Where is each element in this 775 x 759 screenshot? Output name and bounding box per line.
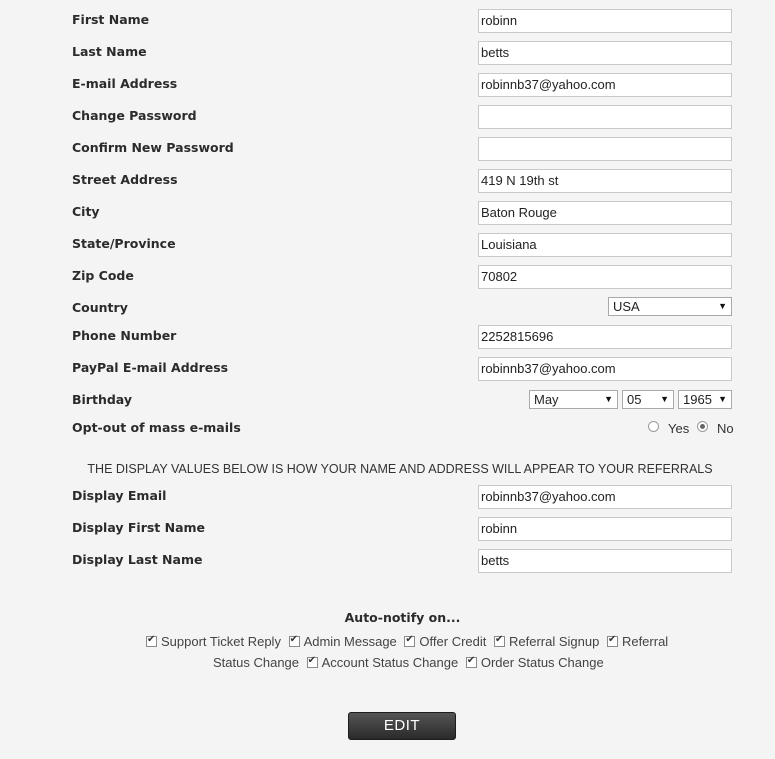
display-email-label: Display Email	[72, 488, 167, 503]
display-values-notice: THE DISPLAY VALUES BELOW IS HOW YOUR NAME AND ADDRESS WILL APPEAR TO YOUR REFERRALS	[87, 462, 713, 476]
auto-notify-title: Auto-notify on...	[344, 610, 461, 625]
optout-yes-label: Yes	[668, 421, 690, 436]
change-password-input[interactable]	[478, 105, 732, 129]
city-label: City	[72, 204, 100, 219]
display-first-name-label: Display First Name	[72, 520, 206, 535]
display-first-name-input[interactable]: robinn	[478, 517, 732, 541]
checkbox-offer-credit[interactable]	[404, 636, 415, 647]
referral-signup-label: Referral Signup	[509, 634, 600, 649]
state-label: State/Province	[72, 236, 176, 251]
auto-notify-line-2	[213, 655, 604, 670]
state-input[interactable]: Louisiana	[478, 233, 732, 257]
display-last-name-label: Display Last Name	[72, 552, 203, 567]
country-label: Country	[72, 300, 128, 315]
last-name-input[interactable]: betts	[478, 41, 732, 65]
admin-message-label: Admin Message	[303, 634, 397, 649]
checkbox-account-status-change[interactable]	[307, 657, 318, 668]
edit-button[interactable]: EDIT	[348, 712, 456, 740]
birthday-year-value: 1965	[683, 392, 712, 407]
birthday-day-value: 05	[627, 392, 642, 407]
order-status-change-label: Order Status Change	[480, 655, 604, 670]
offer-credit-label: Offer Credit	[419, 634, 487, 649]
support-ticket-reply-label: Support Ticket Reply	[161, 634, 281, 649]
checkbox-admin-message[interactable]	[289, 636, 300, 647]
birthday-month-select[interactable]	[529, 390, 618, 409]
country-select-value: USA	[613, 299, 640, 314]
birthday-year-select[interactable]	[678, 390, 732, 409]
zip-input[interactable]: 70802	[478, 265, 732, 289]
change-password-label: Change Password	[72, 108, 197, 123]
phone-label: Phone Number	[72, 328, 177, 343]
chevron-down-icon: ▼	[604, 394, 613, 404]
optout-no-label: No	[717, 421, 734, 436]
checkbox-referral-signup[interactable]	[494, 636, 505, 647]
street-address-label: Street Address	[72, 172, 178, 187]
first-name-input[interactable]: robinn	[478, 9, 732, 33]
email-label: E-mail Address	[72, 76, 178, 91]
checkbox-support-ticket-reply[interactable]	[146, 636, 157, 647]
country-select[interactable]	[608, 297, 732, 316]
auto-notify-line-1	[146, 634, 668, 649]
birthday-month-value: May	[534, 392, 559, 407]
optout-yes-radio[interactable]	[648, 421, 659, 432]
optout-label: Opt-out of mass e-mails	[72, 420, 241, 435]
checkbox-order-status-change[interactable]	[466, 657, 477, 668]
paypal-label: PayPal E-mail Address	[72, 360, 229, 375]
birthday-day-select[interactable]	[622, 390, 674, 409]
account-status-change-label: Account Status Change	[321, 655, 459, 670]
display-email-input[interactable]: robinnb37@yahoo.com	[478, 485, 732, 509]
display-last-name-input[interactable]: betts	[478, 549, 732, 573]
last-name-label: Last Name	[72, 44, 147, 59]
city-input[interactable]: Baton Rouge	[478, 201, 732, 225]
zip-label: Zip Code	[72, 268, 134, 283]
phone-input[interactable]: 2252815696	[478, 325, 732, 349]
referral-status-change-label-cont: Status Change	[213, 655, 300, 670]
chevron-down-icon: ▼	[660, 394, 669, 404]
confirm-password-input[interactable]	[478, 137, 732, 161]
confirm-password-label: Confirm New Password	[72, 140, 234, 155]
email-input[interactable]: robinnb37@yahoo.com	[478, 73, 732, 97]
chevron-down-icon: ▼	[718, 394, 727, 404]
checkbox-referral-status-change[interactable]	[607, 636, 618, 647]
paypal-input[interactable]: robinnb37@yahoo.com	[478, 357, 732, 381]
first-name-label: First Name	[72, 12, 150, 27]
chevron-down-icon: ▼	[718, 301, 727, 311]
optout-no-radio[interactable]	[697, 421, 708, 432]
street-address-input[interactable]: 419 N 19th st	[478, 169, 732, 193]
birthday-label: Birthday	[72, 392, 132, 407]
referral-status-change-label: Referral	[621, 634, 669, 649]
